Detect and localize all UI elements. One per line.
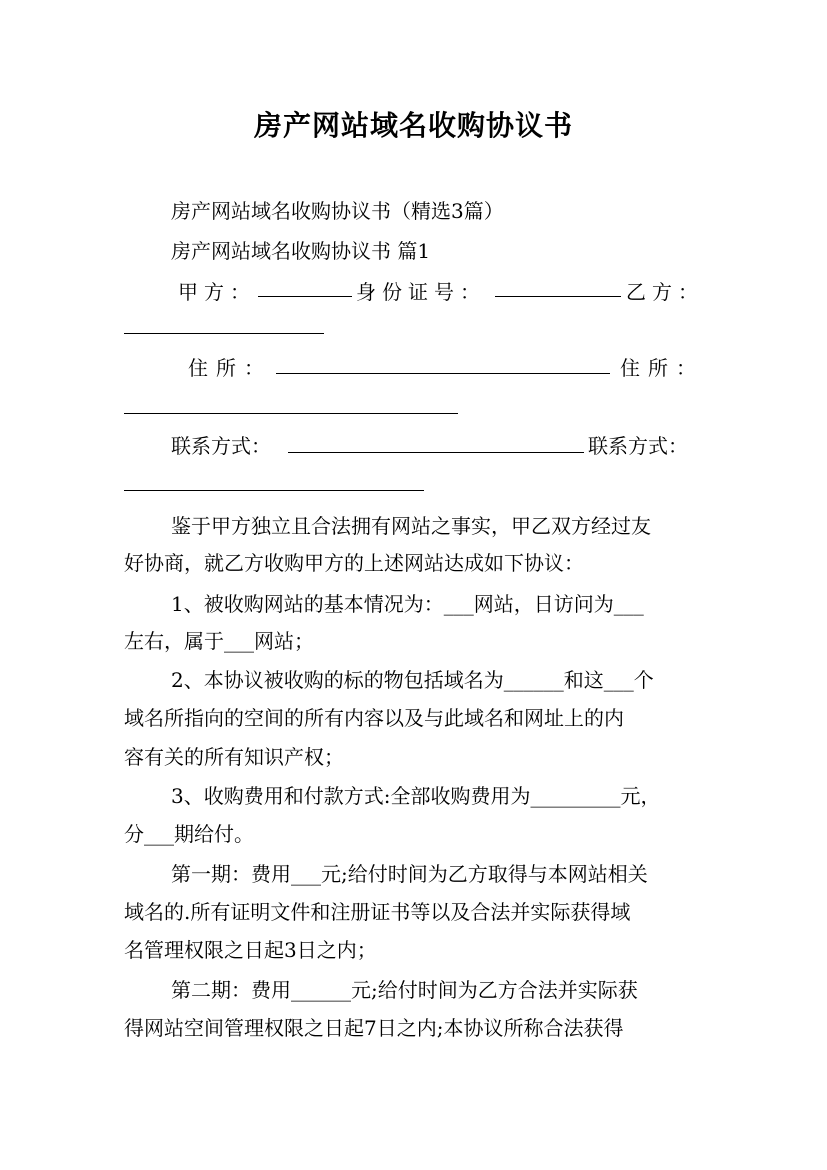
section-heading: 房产网站域名收购协议书 篇1 [171,239,431,263]
document-subtitle: 房产网站域名收购协议书（精选3篇） [171,199,504,223]
document-title: 房产网站域名收购协议书 [253,109,573,142]
paragraph-line: 2、本协议被收购的标的物包括域名为______和这___个 [171,668,654,692]
paragraph-line: 域名的.所有证明文件和注册证书等以及合法并实际获得域 [124,900,631,924]
paragraph-line: 第二期：费用______元;给付时间为乙方合法并实际获 [171,978,638,1002]
party-b-blank [124,333,324,334]
paragraph-line: 1、被收购网站的基本情况为：___网站，日访问为___ [171,592,644,616]
party-a-blank [258,296,352,297]
party-a-contact-blank [288,452,584,453]
paragraph-line: 左右，属于___网站； [124,629,314,653]
paragraph-line: 域名所指向的空间的所有内容以及与此域名和网址上的内 [124,706,624,730]
party-b-contact-label: 联系方式： [588,434,688,458]
paragraph-line: 容有关的所有知识产权； [124,745,344,769]
id-number-label: 身份证号： [356,280,486,304]
party-a-address-blank [276,373,610,374]
paragraph-line: 第一期：费用___元;给付时间为乙方取得与本网站相关 [171,862,648,886]
party-b-contact-blank [124,490,424,491]
party-b-address-blank [124,413,458,414]
paragraph-line: 鉴于甲方独立且合法拥有网站之事实，甲乙双方经过友 [171,514,651,538]
paragraph-line: 好协商，就乙方收购甲方的上述网站达成如下协议： [124,551,584,575]
party-a-contact-label: 联系方式： [171,434,271,458]
party-b-label: 乙方： [626,280,704,304]
paragraph-line: 3、收购费用和付款方式:全部收购费用为_________元， [171,784,661,808]
party-b-address-label: 住所： [620,356,704,380]
paragraph-line: 得网站空间管理权限之日起7日之内;本协议所称合法获得 [124,1016,624,1040]
party-a-label: 甲方： [178,280,256,304]
paragraph-line: 名管理权限之日起3日之内； [124,938,377,962]
party-a-address-label: 住所： [188,356,272,380]
paragraph-line: 分___期给付。 [124,822,254,846]
id-number-blank [495,296,621,297]
